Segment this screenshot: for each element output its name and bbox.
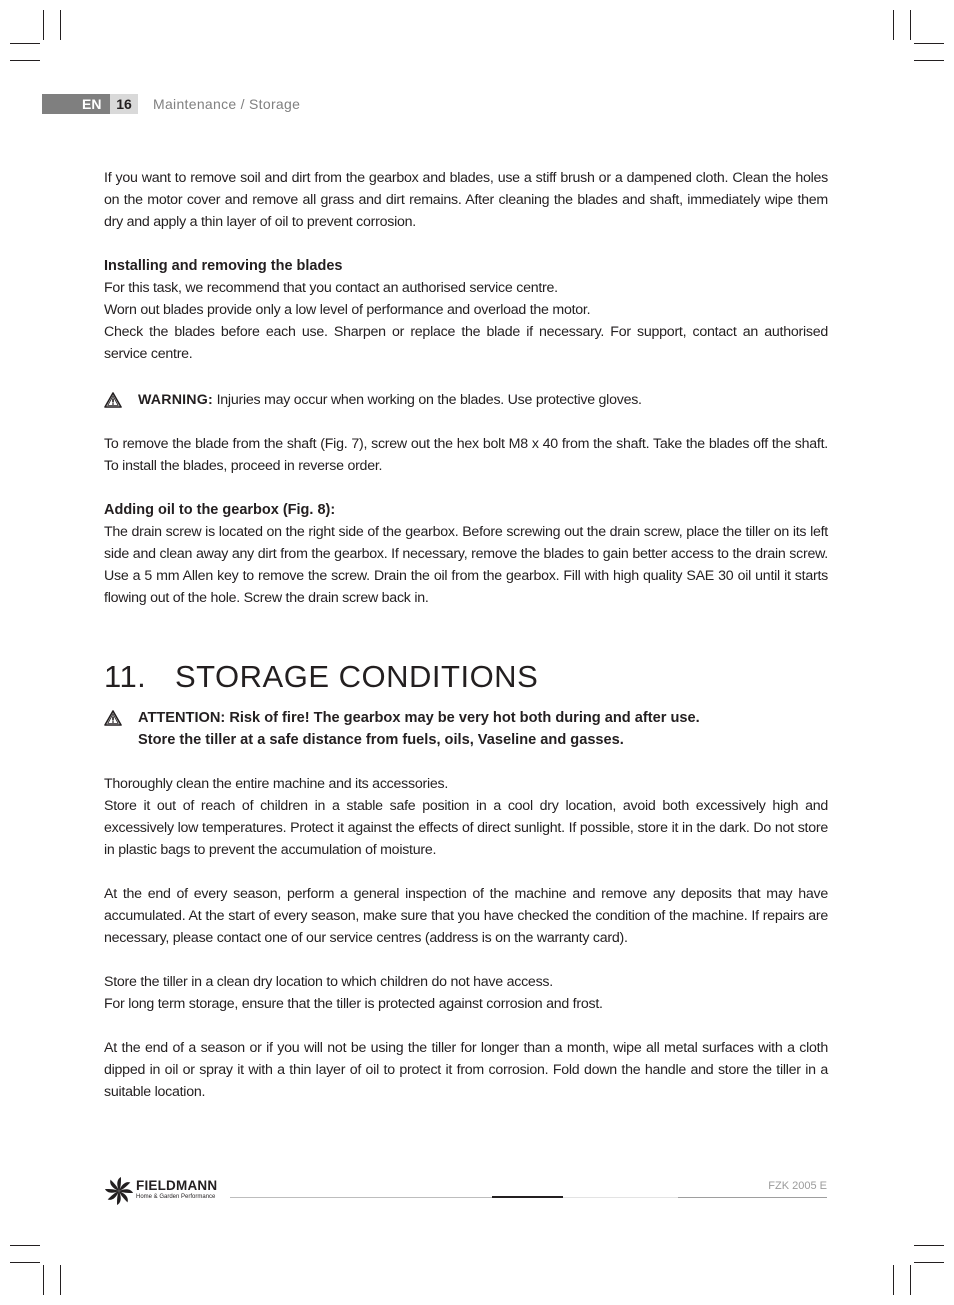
crop-mark xyxy=(914,1262,944,1263)
attention-line: Store the tiller at a safe distance from fuels, oils, Vaseline and gasses. xyxy=(138,732,624,748)
warning-text: Injuries may occur when working on the blades. Use protective gloves. xyxy=(212,392,642,408)
footer-rule xyxy=(492,1196,563,1198)
storage-paragraph: For long term storage, ensure that the tiller is protected against corrosion and frost. xyxy=(104,996,603,1012)
storage-paragraph: At the end of every season, perform a general inspection of the machine and remove any deposits that may have accumulated. At the start of every season, make sure that you have checked the condition of the machine. If repairs are necessary, please contact one of our service centres (address is on the warranty card). xyxy=(104,886,828,946)
language-code: EN xyxy=(82,96,102,112)
page-content xyxy=(104,167,828,1103)
page-number: 16 xyxy=(110,94,138,114)
attention-line: ATTENTION: Risk of fire! The gearbox may be very hot both during and after use. xyxy=(138,710,700,726)
remove-blade-paragraph: To remove the blade from the shaft (Fig. 7), screw out the hex bolt M8 x 40 from the shaft. Take the blades off the shaft. To install the blades, proceed in reverse order. xyxy=(104,436,828,474)
footer-rule xyxy=(563,1197,678,1198)
footer-rule xyxy=(230,1197,492,1198)
cleaning-paragraph: If you want to remove soil and dirt from the gearbox and blades, use a stiff brush or a dampened cloth. Clean the holes on the motor cover and remove all grass and dirt remains. After cleaning the blades and shaft, immediately wipe them dry and apply a thin layer of oil to prevent corrosion. xyxy=(104,170,828,230)
crop-mark xyxy=(10,60,40,61)
blades-line: For this task, we recommend that you contact an authorised service centre. xyxy=(104,280,558,296)
crop-mark xyxy=(910,1265,911,1295)
warning-triangle-icon xyxy=(104,392,122,408)
crop-mark xyxy=(43,10,44,40)
crop-mark xyxy=(893,1265,894,1295)
crop-mark xyxy=(914,60,944,61)
storage-paragraph: Store the tiller in a clean dry location to which children do not have access. xyxy=(104,974,553,990)
blades-line: Check the blades before each use. Sharpen or replace the blade if necessary. For support, contact an authorised service centre. xyxy=(104,324,828,362)
blades-line: Worn out blades provide only a low level of performance and overload the motor. xyxy=(104,302,591,318)
warning-label: WARNING: xyxy=(138,392,213,408)
crop-mark xyxy=(914,1245,944,1246)
attention-note xyxy=(104,707,828,751)
storage-paragraph: Thoroughly clean the entire machine and its accessories. xyxy=(104,776,449,792)
storage-paragraph: Store it out of reach of children in a stable safe position in a cool dry location, avoid both excessively high and excessively low temperatures. Protect it against the effects of direct sunlight. If possible, store it in the dark. Do not store in plastic bags to prevent the accumulation of moisture. xyxy=(104,798,828,858)
section-heading xyxy=(104,657,828,697)
brand-logo xyxy=(104,1176,228,1208)
oil-paragraph: The drain screw is located on the right side of the gearbox. Before screwing out the drain screw, place the tiller on its left side and clean away any dirt from the gearbox. If necessary, remove the blades to gain better access to the drain screw. Use a 5 mm Allen key to remove the screw. Drain the oil from the gearbox. Fill with high quality SAE 30 oil until it starts flowing out of the hole. Screw the drain screw back in. xyxy=(104,524,828,606)
fieldmann-pinwheel-icon xyxy=(104,1176,134,1206)
blades-heading: Installing and removing the blades xyxy=(104,258,343,274)
section-number: 11. xyxy=(104,659,147,694)
crop-mark xyxy=(10,1262,40,1263)
brand-tagline: Home & Garden Performance xyxy=(136,1194,216,1200)
warning-triangle-icon xyxy=(104,710,122,726)
crop-mark xyxy=(10,43,40,44)
crop-mark xyxy=(914,43,944,44)
crop-mark xyxy=(893,10,894,40)
crop-mark xyxy=(910,10,911,40)
section-title: STORAGE CONDITIONS xyxy=(175,659,539,694)
oil-heading: Adding oil to the gearbox (Fig. 8): xyxy=(104,502,336,518)
section-label: Maintenance / Storage xyxy=(153,96,301,112)
crop-mark xyxy=(10,1245,40,1246)
footer-rule xyxy=(678,1197,827,1198)
warning-note xyxy=(104,389,828,411)
crop-mark xyxy=(60,1265,61,1295)
crop-mark xyxy=(43,1265,44,1295)
storage-paragraph: At the end of a season or if you will not be using the tiller for longer than a month, wipe all metal surfaces with a cloth dipped in oil or spray it with a thin layer of oil to protect it from corrosion. Fold down the handle and store the tiller in a suitable location. xyxy=(104,1040,828,1100)
crop-mark xyxy=(60,10,61,40)
brand-name: FIELDMANN xyxy=(136,1178,218,1193)
model-code: FZK 2005 E xyxy=(768,1180,827,1192)
